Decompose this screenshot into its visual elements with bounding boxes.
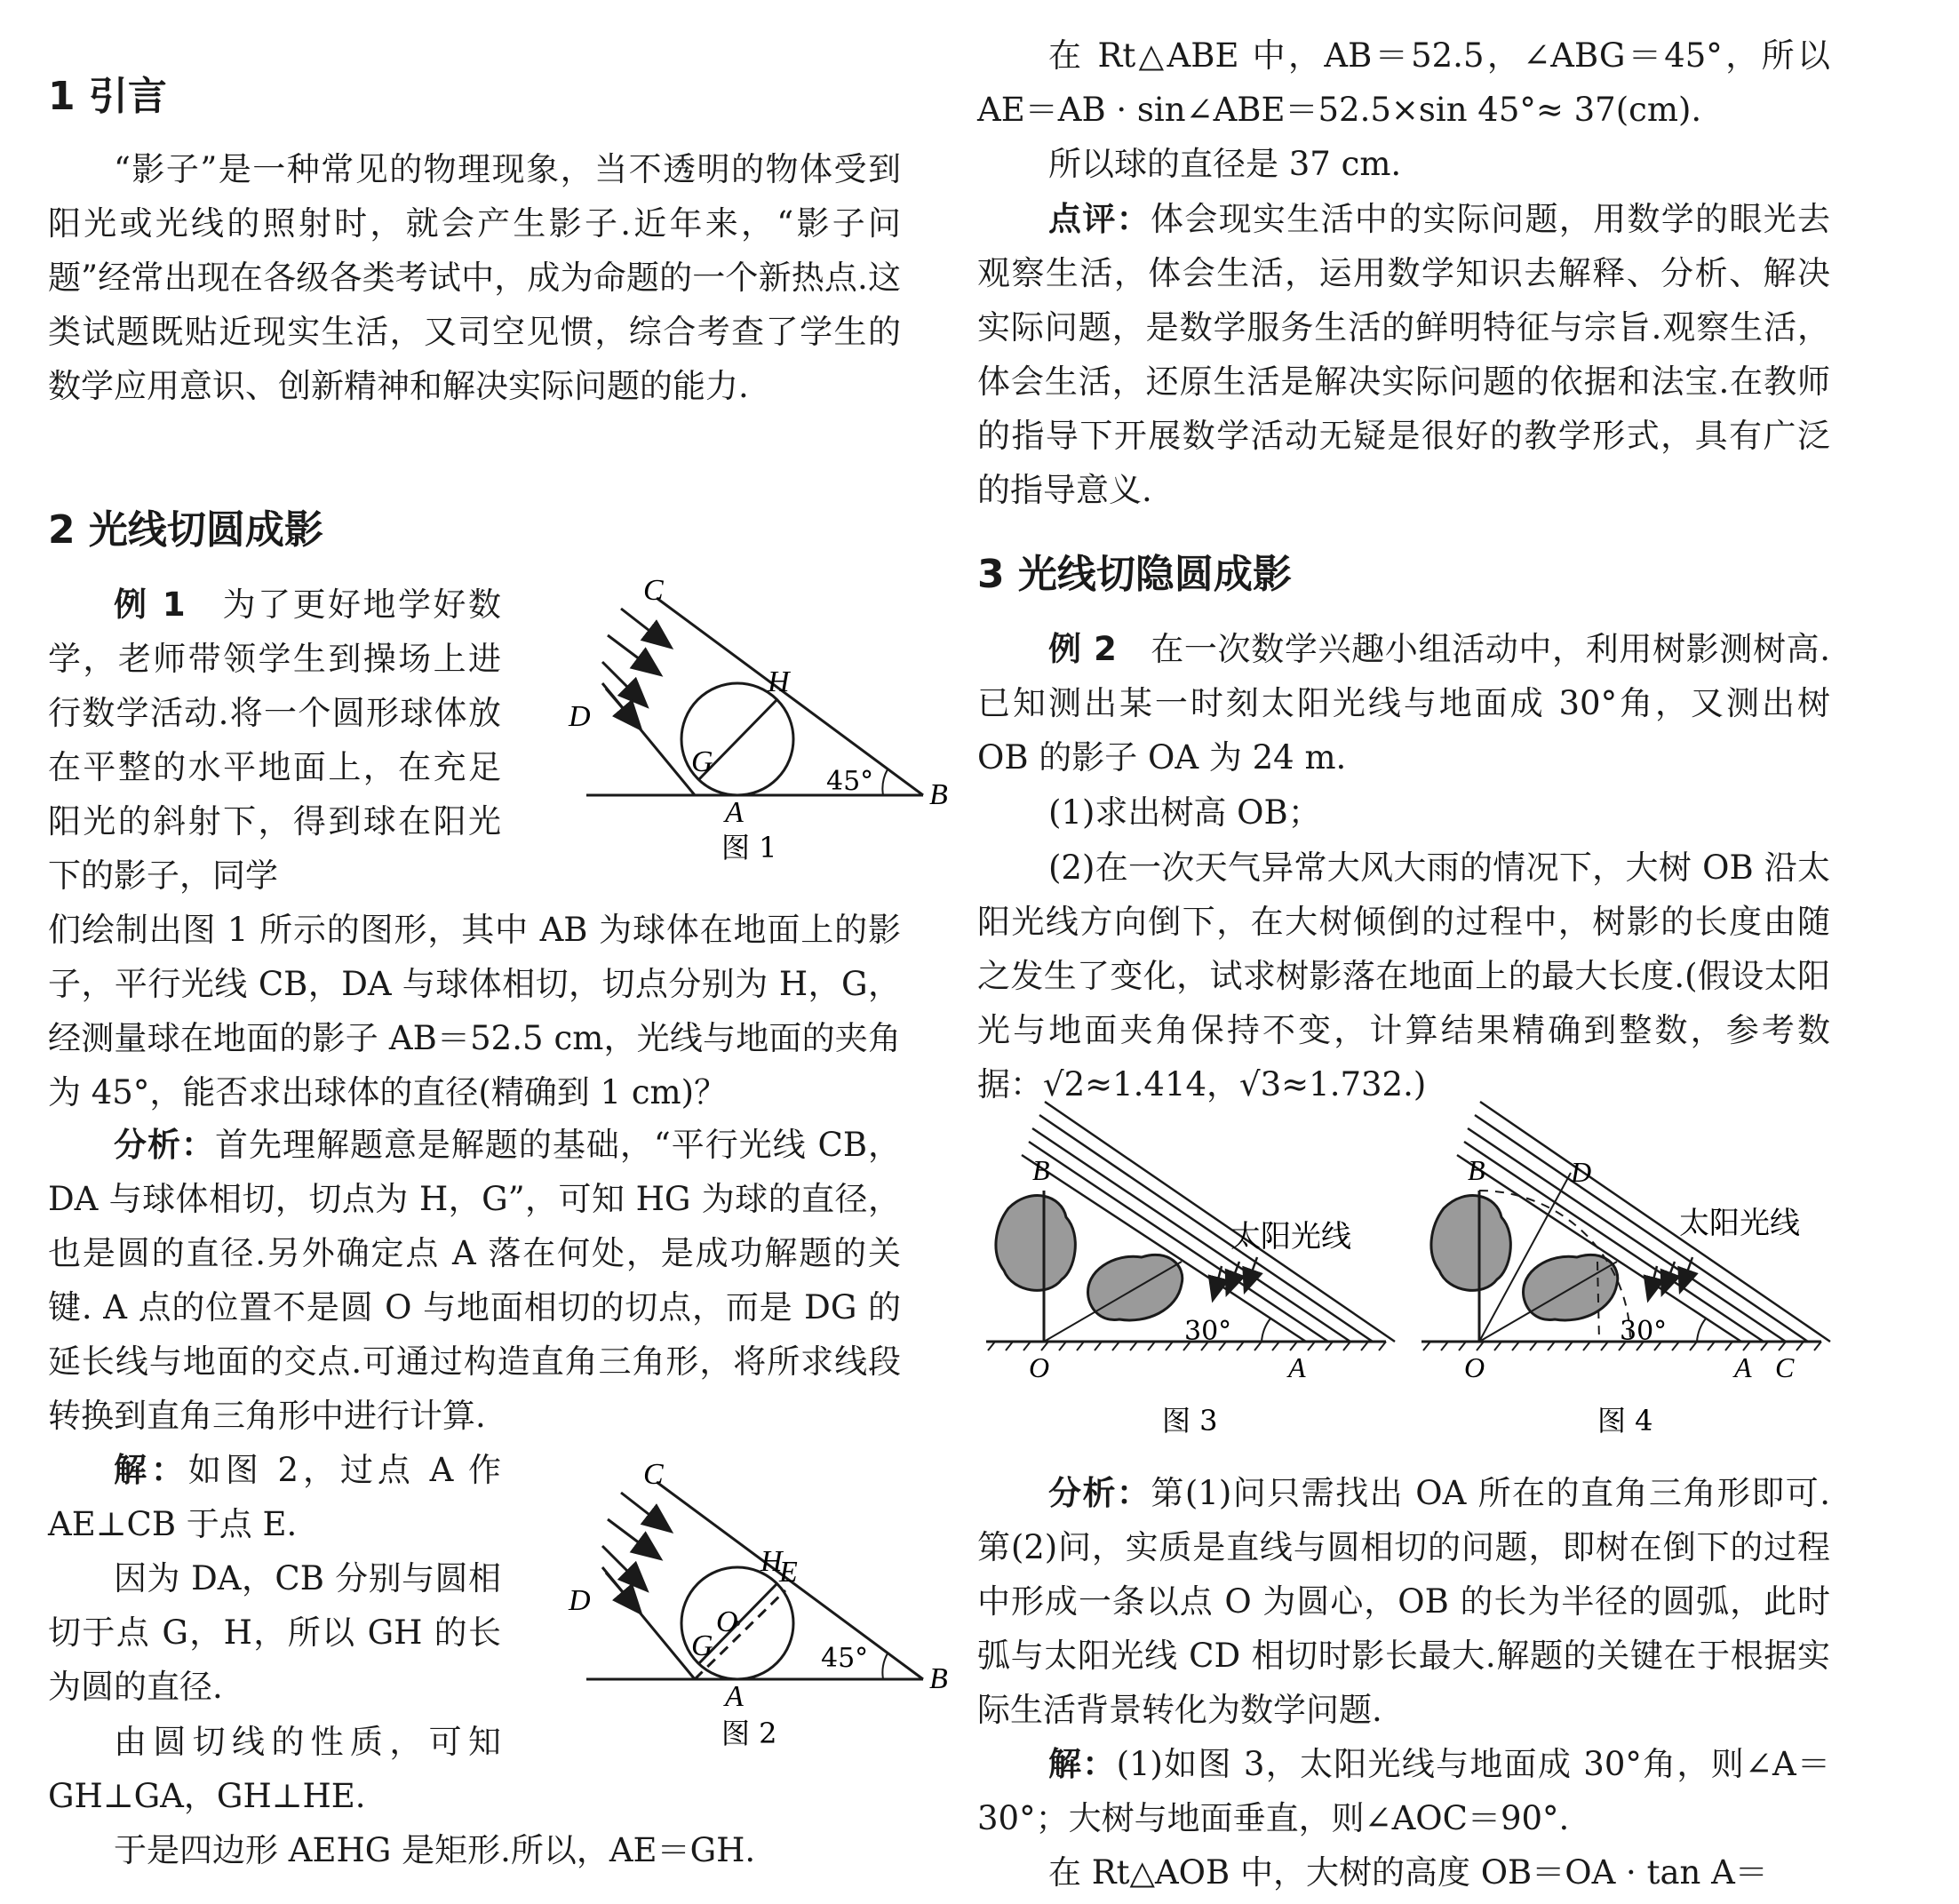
label-e: E xyxy=(779,1556,798,1589)
label-angle: 30° xyxy=(1184,1316,1232,1347)
label-angle: 30° xyxy=(1620,1316,1668,1347)
section1-heading: 1 引言 xyxy=(48,74,167,119)
solution2-text: (1)如图 3，太阳光线与地面成 30°角，则∠A＝30°；大树与地面垂直，则∠AOC＝90°. xyxy=(977,1745,1831,1837)
question-2: (2)在一次天气异常大风大雨的情况下，大树 OB 沿太阳光线方向倒下，在大树倾倒的过程中，树影的长度由随之发生了变化，试求树影落在地面上的最大长度.(假设太阳光与地面夹角保持不变，计算结果精确到整数，参考数据：√2≈1.414，√3≈1.732.) xyxy=(977,848,1830,1103)
analysis1-text: 首先理解题意是解题的基础，“平行光线 CB，DA 与球体相切，切点为 H，G”，可知 HG 为球的直径，也是圆的直径.另外确定点 A 落在何处，是成功解题的关键. A 点的位置不是圆 O 与地面相切的切点，而是 DG 的延长线与地面的交点.可通过构造直角三角形，将所求线段转换到直角三角形中进行计算. xyxy=(48,1126,901,1435)
figure-4 xyxy=(1413,1119,1830,1452)
figure-1 xyxy=(528,573,948,874)
section1-paragraph: “影子”是一种常见的物理现象，当不透明的物体受到阳光或光线的照射时，就会产生影子.近年来，“影子问题”经常出现在各级各类考试中，成为命题的一个新热点.这类试题既贴近现实生活，又司空见惯，综合考查了学生的数学应用意识、创新精神和解决实际问题的能力. xyxy=(48,150,901,405)
example1-label: 例 1 xyxy=(114,586,186,624)
label-sunlight: 太阳光线 xyxy=(1679,1206,1800,1241)
analysis2-text: 第(1)问只需找出 OA 所在的直角三角形即可.第(2)问，实质是直线与圆相切的问题，即树在倒下的过程中形成一条以点 O 为圆心，OB 的长为半径的圆弧，此时弧与太阳光线 CD 相切时影长最大.解题的关键在于根据实际生活背景转化为数学问题. xyxy=(977,1474,1831,1729)
section2-heading: 2 光线切圆成影 xyxy=(48,507,323,553)
question-1: (1)求出树高 OB； xyxy=(1048,793,1321,832)
solution1-p4: 于是四边形 AEHG 是矩形.所以，AE＝GH. xyxy=(114,1831,756,1869)
tree-shadow-crown xyxy=(1524,1255,1618,1320)
solution1-p3: 由圆切线的性质，可知 GH⊥GA，GH⊥HE. xyxy=(48,1723,501,1815)
solution1-text: 如图 2，过点 A 作 AE⊥CB 于点 E. xyxy=(48,1451,502,1543)
label-d: D xyxy=(569,1584,591,1617)
tree-crown xyxy=(1431,1196,1510,1291)
solution2-label: 解： xyxy=(1048,1745,1117,1783)
label-a: A xyxy=(725,796,744,829)
label-sunlight: 太阳光线 xyxy=(1230,1219,1351,1255)
label-o: O xyxy=(716,1605,738,1638)
comment xyxy=(977,192,1830,517)
label-c: C xyxy=(1775,1351,1795,1383)
label-b: B xyxy=(929,778,948,811)
example2-label: 例 2 xyxy=(1048,630,1117,668)
label-b: B xyxy=(929,1662,948,1695)
example2 xyxy=(977,622,1830,785)
label-c: C xyxy=(643,1458,664,1491)
label-d: D xyxy=(569,700,591,733)
example1-wrap xyxy=(48,578,501,903)
tree-crown xyxy=(996,1196,1075,1291)
solution1-p2: 因为 DA，CB 分别与圆相切于点 G，H，所以 GH 的长为圆的直径. xyxy=(48,1559,501,1706)
right-p1: 在 Rt△ABE 中，AB＝52.5，∠ABG＝45°，所以 AE＝AB · sin∠ABE＝52.5×sin 45°≈ 37(cm). xyxy=(977,36,1830,129)
example1-text: 为了更好地学好数学，老师带领学生到操场上进行数学活动.将一个圆形球体放在平整的水平地面上，在充足阳光的斜射下，得到球在阳光下的影子，同学 xyxy=(48,586,502,895)
light-ray-arrow xyxy=(606,689,633,720)
figure-3-diagram xyxy=(977,1119,1395,1448)
angle-arc xyxy=(1262,1318,1270,1342)
label-angle: 45° xyxy=(826,766,874,797)
figure-4-diagram xyxy=(1413,1119,1830,1448)
analysis1 xyxy=(48,1118,901,1443)
light-ray-arrow xyxy=(608,1519,650,1551)
light-ray-arrow xyxy=(621,609,661,640)
solution2 xyxy=(977,1737,1830,1845)
label-d: D xyxy=(1571,1156,1592,1188)
figure-2 xyxy=(528,1457,948,1758)
light-ray-arrow xyxy=(606,1573,633,1604)
label-g: G xyxy=(691,745,713,778)
section3-heading: 3 光线切隐圆成影 xyxy=(977,552,1292,597)
analysis2-label: 分析： xyxy=(1048,1474,1151,1512)
figure-3-caption: 图 3 xyxy=(1162,1404,1218,1438)
solution1-label: 解： xyxy=(114,1451,188,1489)
label-h: H xyxy=(761,1545,783,1578)
solution2-p2: 在 Rt△AOB 中，大树的高度 OB＝OA · tan A＝ xyxy=(1048,1853,1768,1892)
light-ray-arrow xyxy=(608,635,650,667)
label-b: B xyxy=(1468,1154,1485,1186)
angle-arc xyxy=(882,769,888,795)
figure-2-caption: 图 2 xyxy=(721,1717,777,1750)
comment-label: 点评： xyxy=(1048,200,1151,238)
label-o: O xyxy=(1464,1351,1485,1383)
solution1 xyxy=(48,1443,501,1551)
label-h: H xyxy=(768,665,790,698)
label-angle: 45° xyxy=(821,1643,869,1674)
angle-arc xyxy=(882,1653,888,1679)
label-g: G xyxy=(691,1629,713,1662)
label-o: O xyxy=(1029,1351,1050,1383)
figure-1-caption: 图 1 xyxy=(721,831,777,864)
tree-shadow-crown xyxy=(1088,1255,1183,1320)
light-ray-arrow xyxy=(621,1493,661,1524)
figure-1-diagram xyxy=(528,573,948,871)
figure-2-diagram xyxy=(528,1457,948,1755)
figure-3 xyxy=(977,1119,1395,1452)
figure-4-caption: 图 4 xyxy=(1597,1404,1653,1438)
label-c: C xyxy=(643,574,664,607)
example2-text: 在一次数学兴趣小组活动中，利用树影测树高.已知测出某一时刻太阳光线与地面成 30°角，又测出树 OB 的影子 OA 为 24 m. xyxy=(977,630,1831,777)
analysis1-label: 分析： xyxy=(114,1126,215,1164)
label-a: A xyxy=(1734,1351,1752,1383)
label-a: A xyxy=(725,1680,744,1713)
label-b: B xyxy=(1032,1154,1050,1186)
comment-text: 体会现实生活中的实际问题，用数学的眼光去观察生活，体会生活，运用数学知识去解释、分析、解决实际问题，是数学服务生活的鲜明特征与宗旨.观察生活，体会生活，还原生活是解决实际问题的依据和法宝.在教师的指导下开展数学活动无疑是很好的教学形式，具有广泛的指导意义. xyxy=(977,200,1831,509)
analysis2 xyxy=(977,1466,1830,1737)
right-p2: 所以球的直径是 37 cm. xyxy=(1048,145,1402,183)
angle-arc xyxy=(1697,1318,1706,1342)
example1-continuation: 们绘制出图 1 所示的图形，其中 AB 为球体在地面上的影子，平行光线 CB，DA 与球体相切，切点分别为 H，G，经测量球在地面的影子 AB＝52.5 cm，光线与地面的夹角为 45°，能否求出球体的直径(精确到 1 cm)？ xyxy=(48,911,901,1111)
label-a: A xyxy=(1288,1351,1306,1383)
